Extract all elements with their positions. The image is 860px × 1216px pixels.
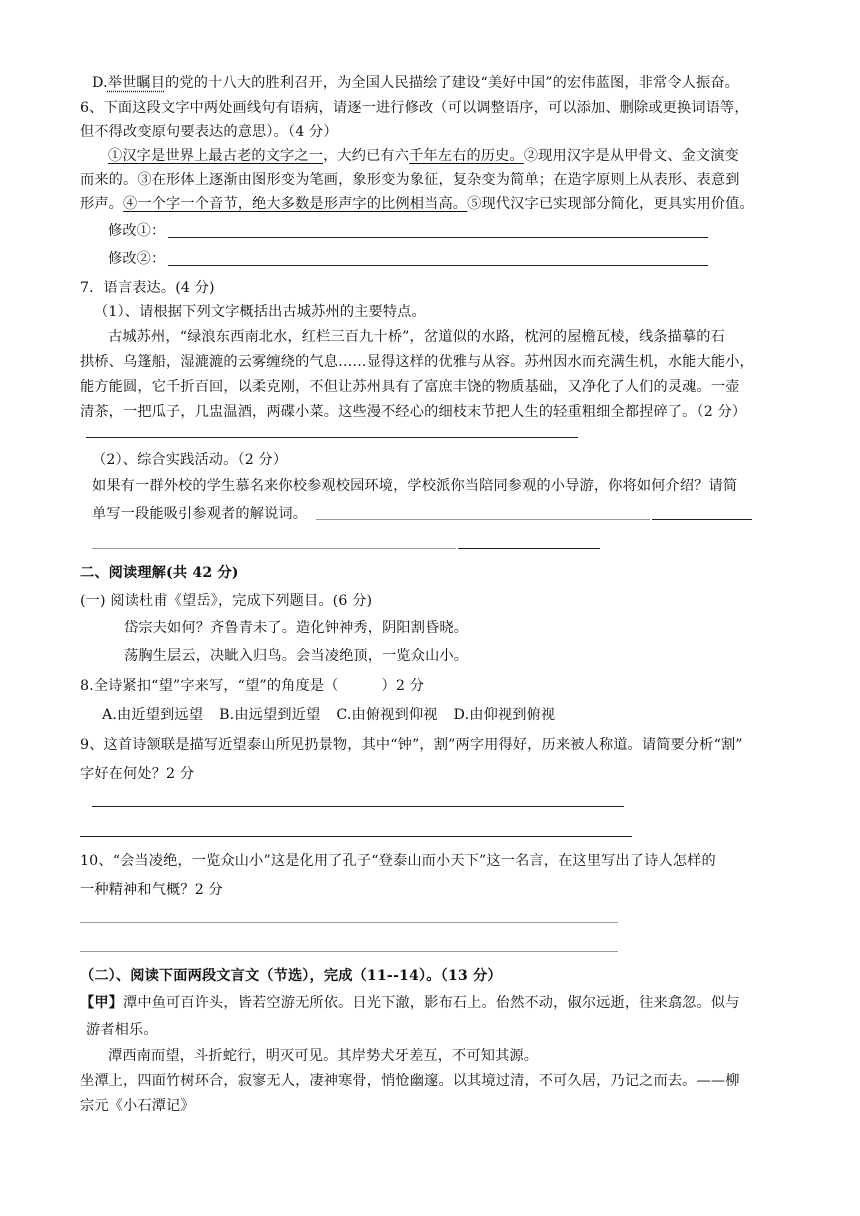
q7-passage-line2: 拱桥、乌篷船，湿漉漉的云雾缠绕的气息……显得这样的优雅与从容。苏州因水而充满生机，水能大能小， — [80, 354, 754, 370]
option-label: D. — [92, 75, 108, 91]
faulty-sentence-2: ④一个字一个音节，绝大多数是形声字的比例相当高。 — [123, 196, 468, 212]
jia-line5: 宗元《小石潭记》 — [80, 1098, 195, 1114]
passage-text: ②现用汉字是从甲骨文、金文演变 — [523, 148, 739, 164]
q6-prompt-line2: 但不得改变原句要表达的意思）。（4 分） — [80, 124, 338, 140]
q8-option-c[interactable]: C.由俯视到仰视 — [336, 707, 438, 723]
q7-sub2-answer-line-1b[interactable] — [652, 519, 752, 520]
q5-option-d — [92, 74, 739, 92]
faulty-sentence-1a: ①汉字是世界上最古老的文字之一 — [108, 148, 324, 164]
jia-text: 潭中鱼可百许头，皆若空游无所依。日光下澈，影布石上。佁然不动，俶尔远逝，往来翕忽。似与 — [123, 995, 740, 1011]
q8-prompt: 8.全诗紧扣“望”字来写，“望”的角度是（ ）2 分 — [80, 678, 425, 694]
jia-line4: 坐潭上，四面竹树环合，寂寥无人，凄神寒骨，悄怆幽邃。以其境过清，不可久居，乃记之而去。——柳 — [80, 1073, 740, 1089]
q6-passage-line2: 而来的。③在形体上逐渐由图形变为笔画，象形变为象征，复杂变为简单；在造字原则上从表形、表意到 — [80, 172, 740, 188]
section2-title: （二）、阅读下面两段文言文（节选），完成（11--14）。（13 分） — [80, 968, 502, 984]
jia-line2: 游者相乐。 — [86, 1022, 158, 1038]
poem-line1: 岱宗夫如何？齐鲁青未了。造化钟神秀，阴阳割昏晓。 — [124, 620, 469, 636]
fix1-answer-line[interactable] — [168, 237, 708, 238]
q8-options — [102, 706, 555, 724]
option-text: 的党的十八大的胜利召开，为全国人民描绘了建设“美好中国”的宏伟蓝图，非常令人振奋。 — [165, 75, 740, 91]
q7-title: 7．语言表达。(4 分) — [80, 280, 215, 296]
q9-prompt-line1: 9、这首诗颔联是描写近望泰山所见扔景物，其中“钟”，割”两字用得好，历来被人称道。请简要分析“割” — [80, 737, 743, 753]
q8-option-d[interactable]: D.由仰视到俯视 — [453, 707, 556, 723]
passage-text: ⑤现代汉字已实现部分简化，更具实用价值。 — [467, 196, 754, 212]
q9-prompt-line2: 字好在何处？2 分 — [80, 766, 195, 782]
q7-sub2-prompt-line2: 单写一段能吸引参观者的解说词。 — [92, 506, 308, 522]
q9-answer-line-1[interactable] — [92, 806, 624, 807]
faulty-sentence-1b: 千年左右的历史。 — [409, 148, 524, 164]
q7-sub2-prompt-line1: 如果有一群外校的学生慕名来你校参观校园环境，学校派你当陪同参观的小导游，你将如何介绍？请简 — [92, 478, 738, 494]
q7-passage-line1: 古城苏州，“绿浪东西南北水，红栏三百九十桥”，岔道似的水路，枕河的屋檐瓦棱，线条描摹的石 — [108, 329, 725, 345]
q10-prompt-line1: 10、“会当凌绝，一览众山小”这是化用了孔子“登泰山而小天下”这一名言，在这里写出了诗人怎样的 — [80, 853, 716, 869]
q7-sub2: （2）、综合实践活动。（2 分） — [92, 452, 288, 468]
fix2-answer-line[interactable] — [168, 265, 708, 266]
jia-tag: 【甲】 — [80, 995, 124, 1011]
q7-sub1: （1）、请根据下列文字概括出古城苏州的主要特点。 — [94, 304, 426, 320]
q10-answer-line-1[interactable] — [80, 922, 618, 923]
q8-option-b[interactable]: B.由远望到近望 — [219, 707, 321, 723]
q7-sub2-answer-line-2b[interactable] — [458, 548, 600, 549]
fix2-label: 修改②： — [108, 251, 166, 267]
poem-line2: 荡胸生层云，决眦入归鸟。会当凌绝顶，一览众山小。 — [124, 648, 469, 664]
q8-option-a[interactable]: A.由近望到远望 — [102, 707, 204, 723]
q6-prompt-line1: 6、下面这段文字中两处画线句有语病，请逐一进行修改（可以调整语序，可以添加、删除或更换词语等， — [80, 100, 749, 116]
q6-passage-line3 — [80, 195, 754, 213]
jia-line1 — [80, 994, 740, 1012]
jia-line3: 潭西南而望，斗折蛇行，明灭可见。其岸势犬牙差互，不可知其源。 — [108, 1048, 539, 1064]
q7-passage-line4: 清茶，一把瓜子，几盅温酒，两碟小菜。这些漫不经心的细枝末节把人生的轻重粗细全都捏碎了。（2 分） — [80, 404, 747, 420]
dotted-word: 举世瞩目 — [107, 75, 166, 91]
q7-sub2-answer-line-1a[interactable] — [316, 519, 650, 520]
fix1-label: 修改①： — [108, 223, 166, 239]
part2-title: 二、阅读理解(共 42 分) — [80, 565, 239, 581]
q7-sub2-answer-line-2a[interactable] — [92, 548, 456, 549]
q10-answer-line-2[interactable] — [80, 951, 618, 952]
passage-text: 形声。 — [80, 196, 124, 212]
q7-passage-line3: 能方能圆，它千折百回，以柔克刚，不但让苏州具有了富庶丰饶的物质基础，又净化了人们的灵魂。一壶 — [80, 379, 740, 395]
q7-sub1-answer-line[interactable] — [86, 437, 578, 438]
q10-prompt-line2: 一种精神和气概？2 分 — [80, 882, 223, 898]
q6-passage-line1 — [108, 147, 739, 165]
q9-answer-line-2[interactable] — [80, 836, 632, 837]
passage-text: ，大约已有六 — [323, 148, 410, 164]
section1-title: (一) 阅读杜甫《望岳》，完成下列题目。(6 分) — [80, 593, 373, 609]
